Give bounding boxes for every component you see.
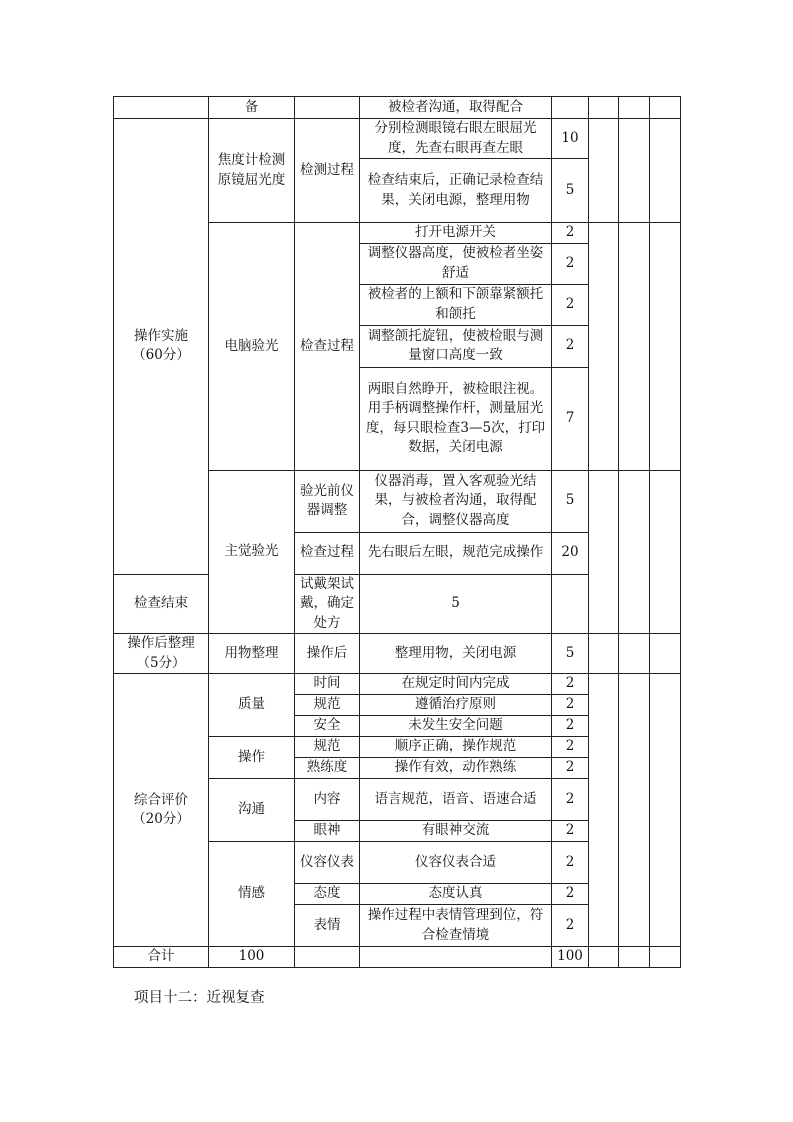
blank-cell — [589, 97, 619, 119]
score-cell: 5 — [552, 634, 589, 674]
item-cell: 质量 — [209, 674, 295, 737]
desc-cell: 整理用物，关闭电源 — [360, 634, 552, 674]
item-cell: 主觉验光 — [209, 470, 295, 634]
step-cell: 检查过程 — [295, 532, 360, 574]
item-cell: 沟通 — [209, 779, 295, 842]
desc-cell: 试戴架试戴，确定处方 — [295, 574, 360, 634]
score-cell: 20 — [552, 532, 589, 574]
score-cell: 2 — [552, 737, 589, 758]
score-cell: 2 — [552, 695, 589, 716]
item-cell: 电脑验光 — [209, 223, 295, 471]
table-row — [114, 674, 681, 695]
table-row — [114, 119, 681, 159]
step-cell: 检查过程 — [295, 223, 360, 471]
score-cell: 2 — [552, 779, 589, 821]
score-cell: 5 — [552, 159, 589, 223]
section-cell: 综合评价 （20分） — [114, 674, 209, 947]
desc-cell: 顺序正确，操作规范 — [360, 737, 552, 758]
item-cell: 情感 — [209, 842, 295, 947]
desc-cell: 调整仪器高度，使被检者坐姿舒适 — [360, 243, 552, 284]
section-cell: 操作后整理 （5分） — [114, 634, 209, 674]
score-cell: 2 — [552, 674, 589, 695]
score-cell: 2 — [552, 243, 589, 284]
table-row — [114, 97, 681, 119]
desc-cell: 两眼自然睁开，被检眼注视。用手柄调整操作杆，测量屈光度，每只眼检查3—5次，打印数据，关闭电源 — [360, 367, 552, 470]
blank-cell — [619, 634, 650, 674]
score-cell: 10 — [552, 119, 589, 159]
blank-cell — [650, 470, 681, 634]
score-cell: 2 — [552, 821, 589, 842]
blank-cell — [650, 97, 681, 119]
desc-cell: 在规定时间内完成 — [360, 674, 552, 695]
item-cell: 用物整理 — [209, 634, 295, 674]
score-cell: 5 — [552, 470, 589, 532]
cell — [360, 947, 552, 968]
step-cell: 安全 — [295, 716, 360, 737]
blank-cell — [619, 223, 650, 471]
score-cell: 2 — [552, 284, 589, 325]
score-cell: 5 — [360, 574, 552, 634]
desc-cell: 打开电源开关 — [360, 223, 552, 244]
blank-cell — [619, 470, 650, 634]
step-cell: 眼神 — [295, 821, 360, 842]
blank-cell — [589, 674, 619, 947]
desc-cell: 态度认真 — [360, 884, 552, 905]
desc-cell: 未发生安全问题 — [360, 716, 552, 737]
blank-cell — [589, 470, 619, 634]
score-cell: 2 — [552, 716, 589, 737]
blank-cell — [619, 674, 650, 947]
desc-cell: 检查结束后，正确记录检查结果，关闭电源，整理用物 — [360, 159, 552, 223]
blank-cell — [650, 674, 681, 947]
step-cell: 态度 — [295, 884, 360, 905]
step-cell: 检查结束 — [114, 574, 209, 634]
desc-cell: 操作有效，动作熟练 — [360, 758, 552, 779]
blank-cell — [650, 119, 681, 223]
step-cell: 内容 — [295, 779, 360, 821]
blank-cell — [589, 947, 619, 968]
desc-cell: 语言规范，语音、语速合适 — [360, 779, 552, 821]
total-value: 100 — [209, 947, 295, 968]
desc-cell: 仪器消毒，置入客观验光结果，与被检者沟通，取得配合，调整仪器高度 — [360, 470, 552, 532]
blank-cell — [650, 223, 681, 471]
cell — [114, 97, 209, 119]
score-cell: 2 — [552, 758, 589, 779]
step-cell: 表情 — [295, 905, 360, 947]
table-row — [114, 634, 681, 674]
blank-cell — [619, 947, 650, 968]
step-cell: 仪容仪表 — [295, 842, 360, 884]
score-cell: 2 — [552, 884, 589, 905]
blank-cell — [589, 223, 619, 471]
score-cell: 2 — [552, 842, 589, 884]
desc-cell: 遵循治疗原则 — [360, 695, 552, 716]
blank-cell — [650, 947, 681, 968]
desc-cell: 操作过程中表情管理到位，符合检查情境 — [360, 905, 552, 947]
scoring-table — [113, 96, 681, 968]
step-cell: 规范 — [295, 737, 360, 758]
step-cell: 验光前仪器调整 — [295, 470, 360, 532]
score-cell: 2 — [552, 905, 589, 947]
desc-cell: 调整颌托旋钮，使被检眼与测量窗口高度一致 — [360, 325, 552, 367]
step-cell: 时间 — [295, 674, 360, 695]
table-row — [114, 947, 681, 968]
score-cell: 2 — [552, 325, 589, 367]
section-caption: 项目十二：近视复查 — [134, 990, 265, 1006]
item-cell: 焦度计检测原镜屈光度 — [209, 119, 295, 223]
section-cell: 操作实施 （60分） — [114, 119, 209, 575]
blank-cell — [589, 634, 619, 674]
desc-cell: 分别检测眼镜右眼左眼屈光度，先查右眼再查左眼 — [360, 119, 552, 159]
cell — [295, 97, 360, 119]
total-score: 100 — [552, 947, 589, 968]
item-cell: 操作 — [209, 737, 295, 779]
desc-cell: 被检者的上额和下颌靠紧额托和颌托 — [360, 284, 552, 325]
total-label: 合计 — [114, 947, 209, 968]
score-cell — [552, 97, 589, 119]
step-cell: 熟练度 — [295, 758, 360, 779]
cell: 被检者沟通，取得配合 — [360, 97, 552, 119]
step-cell: 规范 — [295, 695, 360, 716]
blank-cell — [619, 97, 650, 119]
desc-cell: 先右眼后左眼，规范完成操作 — [360, 532, 552, 574]
desc-cell: 仪容仪表合适 — [360, 842, 552, 884]
step-cell: 检测过程 — [295, 119, 360, 223]
desc-cell: 有眼神交流 — [360, 821, 552, 842]
blank-cell — [650, 634, 681, 674]
cell: 备 — [209, 97, 295, 119]
blank-cell — [619, 119, 650, 223]
step-cell: 操作后 — [295, 634, 360, 674]
score-cell: 2 — [552, 223, 589, 244]
cell — [295, 947, 360, 968]
blank-cell — [589, 119, 619, 223]
score-cell: 7 — [552, 367, 589, 470]
